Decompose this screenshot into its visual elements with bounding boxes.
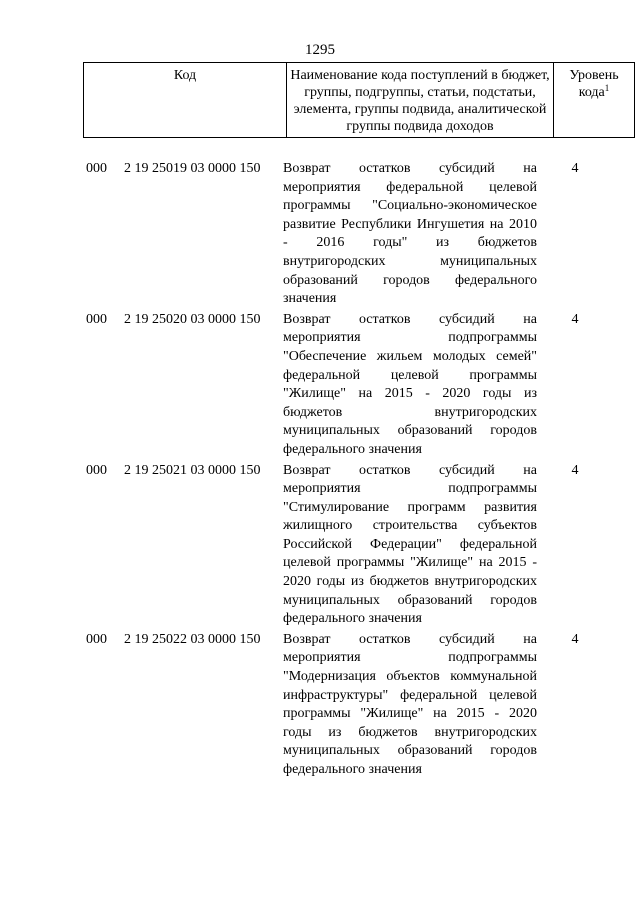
header-level [554, 63, 635, 138]
table-row [0, 462, 640, 629]
income-name: Возврат остатков субсидий на мероприятия подпрограммы "Стимулирование программ развития жилищного строительства субъектов Российской Федерации" федеральной целевой программы "Жилище" на 2015 - 2020 годы из бюджетов внутригородских муниципальных образований городов федерального значения [283, 462, 537, 627]
admin-code: 000 [86, 161, 107, 176]
header-name-label: Наименование кода поступлений в бюджет, группы, подгруппы, статьи, подстатьи, элемента, группы подвида, аналитической группы подвида доходов [290, 68, 550, 134]
income-code: 2 19 25022 03 0000 150 [124, 631, 261, 647]
code-level: 4 [571, 631, 579, 647]
income-code: 2 19 25020 03 0000 150 [124, 311, 261, 327]
income-name: Возврат остатков субсидий на мероприятия подпрограммы "Модернизация объектов коммунальной инфраструктуры" федеральной целевой программы "Жилище" на 2015 - 2020 годы из бюджетов внутригородских муниципальных образований городов федерального значения [283, 631, 537, 777]
income-name: Возврат остатков субсидий на мероприятия подпрограммы "Обеспечение жильем молодых семей" федеральной целевой программы "Жилище" на 2015 - 2020 годы из бюджетов внутригородских муниципальных образований городов федерального значения [283, 311, 537, 457]
page-number: 1295 [305, 42, 335, 58]
header-code-label: Код [173, 68, 197, 83]
income-name: Возврат остатков субсидий на мероприятия федеральной целевой программы "Социально-экономическое развитие Республики Ингушетия на 2010 - 2016 годы" из бюджетов внутригородских муниципальных образований городов федерального значения [283, 161, 537, 307]
code-level: 4 [571, 311, 579, 327]
footnote-marker: 1 [604, 83, 610, 93]
income-code: 2 19 25021 03 0000 150 [124, 462, 261, 478]
code-level: 4 [571, 462, 579, 478]
header-row [84, 63, 635, 138]
header-name [287, 63, 554, 138]
table-row [0, 631, 640, 780]
income-code: 2 19 25019 03 0000 150 [124, 161, 261, 176]
code-level: 4 [571, 161, 579, 176]
table-header [83, 62, 635, 138]
table-row [0, 160, 640, 309]
admin-code: 000 [86, 311, 107, 327]
admin-code: 000 [86, 631, 107, 647]
header-level-label: Уровень кода [569, 68, 619, 100]
header-code [84, 63, 287, 138]
table-body [0, 160, 640, 782]
admin-code: 000 [86, 462, 107, 478]
table-row [0, 311, 640, 460]
